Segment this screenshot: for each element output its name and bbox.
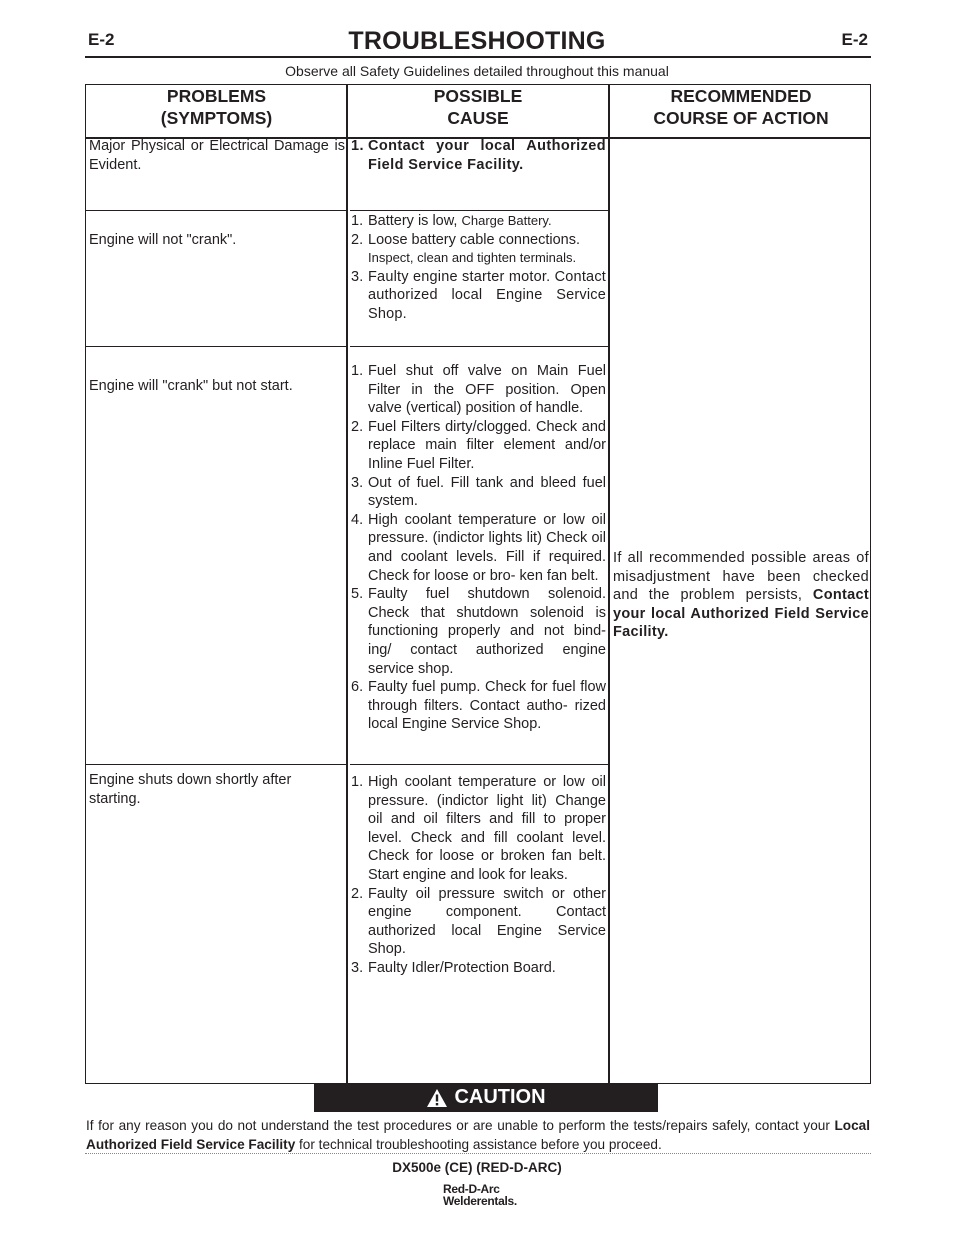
cause-text: Fuel Filters dirty/clogged. Check and replace main filter element and/or Inline Fuel Filter. [368,418,606,472]
cause-note: Inspect, clean and tighten terminals. [368,250,577,266]
column-header-problems [86,85,347,137]
cause-text: Faulty oil pressure switch or other engine component. Contact authorized local Engine Service Shop. [368,885,606,958]
column-header-action [610,85,872,137]
column-header-line: RECOMMENDED [670,86,812,106]
row-divider [86,764,347,765]
problem-cell: Engine will "crank" but not start. [89,378,293,394]
cause-cell [349,212,606,324]
row-divider [86,346,347,347]
cause-item [349,268,606,324]
caution-text-bold: Local Authorized Field Service Facility [86,1118,871,1152]
cause-number: 5. [351,586,364,603]
cause-text: Fuel shut off valve on Main Fuel Filter in the OFF position. Open valve (vertical) position of handle. [368,363,606,417]
cause-item [349,362,606,418]
cause-cell [349,362,606,734]
cause-number: 1. [351,213,364,229]
row-divider [350,346,608,347]
action-cell [613,549,869,642]
column-header-line: PROBLEMS [166,86,267,106]
model-name: DX500e (CE) (RED-D-ARC) [392,1160,562,1175]
cause-number: 1. [351,138,364,154]
cause-item [349,231,606,268]
column-header-line: POSSIBLE [433,86,523,106]
cause-number: 3. [351,474,364,491]
cause-number: 2. [351,885,364,902]
cause-item [349,885,606,959]
action-text: If all recommended possible areas of misadjustment have been checked and the problem persists, [613,550,869,604]
cause-item [349,212,606,231]
caution-label: CAUTION [454,1086,546,1108]
cause-number: 1. [351,363,364,379]
cause-text: Faulty fuel pump. Check for fuel flow through filters. Contact autho- rized local Engine Service Shop. [368,679,606,733]
column-header-cause [348,85,608,137]
row-divider [86,210,347,211]
cause-text: Faulty Idler/Protection Board. [368,959,556,976]
row-divider [350,764,608,765]
row-divider [350,210,608,211]
cause-text: Faulty fuel shutdown solenoid. Check that shutdown solenoid is functioning properly and not bind- ing/ contact authorized engine service shop. [368,586,606,677]
cause-number: 2. [351,231,364,248]
cause-number: 4. [351,511,364,528]
caution-banner [314,1083,658,1112]
cause-text: Loose battery cable connections. [368,231,580,248]
cause-item [349,959,606,978]
caution-text [86,1116,870,1154]
cause-number: 3. [351,959,364,976]
column-header-line: (SYMPTOMS) [160,108,273,128]
cause-text: Faulty engine starter motor. Contact authorized local Engine Service Shop. [368,268,606,322]
cause-text: Contact your local Authorized Field Service Facility. [368,138,606,173]
cause-number: 2. [351,418,364,435]
column-header-line: COURSE OF ACTION [653,108,829,128]
column-divider [346,85,348,1083]
cause-text: Battery is low, [368,213,458,229]
cause-item [349,678,606,734]
column-header-line: CAUSE [447,108,509,128]
page-title: TROUBLESHOOTING [348,27,606,55]
page-number-right: E-2 [841,30,868,49]
caution-text-part: for technical troubleshooting assistance before you proceed. [299,1137,662,1152]
column-divider [608,85,610,1083]
cause-item [349,137,606,174]
problem-cell: Engine shuts down shortly after starting. [89,772,292,807]
safety-subtitle: Observe all Safety Guidelines detailed throughout this manual [285,63,669,79]
problem-cell: Engine will not "crank". [89,232,237,248]
page-number-left: E-2 [88,30,115,49]
cause-cell [349,773,606,978]
header-rule [85,56,871,58]
cause-number: 6. [351,679,364,696]
red-d-arc-logo [443,1183,517,1207]
action-text-bold: Contact your local Authorized Field Service Facility. [613,587,869,641]
cause-note: Charge Battery. [461,213,552,228]
cause-text: High coolant temperature or low oil pressure. (indictor lights lit) Check oil and coolant levels. Fill if required. Check for loose or bro- ken fan belt. [368,511,606,584]
caution-text-part: If for any reason you do not understand the test procedures or are unable to perform the tests/repairs safely, contact your [86,1118,830,1133]
cause-item [349,585,606,678]
logo-line: Welderentals. [443,1194,517,1208]
footer-rule [85,1153,871,1154]
warning-icon [426,1088,448,1108]
cause-text: High coolant temperature or low oil pressure. (indictor light lit) Change oil and oil filters and fill to proper level. Check and fill coolant level. Check for loose or broken fan belt. Start engine and look for leaks. [368,774,606,883]
cause-item [349,474,606,511]
cause-item [349,418,606,474]
troubleshooting-table [85,84,871,1084]
cause-text: Out of fuel. Fill tank and bleed fuel system. [368,474,606,510]
logo-line: Red-D-Arc [443,1182,500,1196]
cause-number: 3. [351,268,364,285]
cause-item [349,773,606,885]
cause-item [349,511,606,585]
cause-cell [349,137,606,174]
cause-number: 1. [351,774,364,790]
problem-cell: Major Physical or Electrical Damage is Evident. [89,138,345,173]
